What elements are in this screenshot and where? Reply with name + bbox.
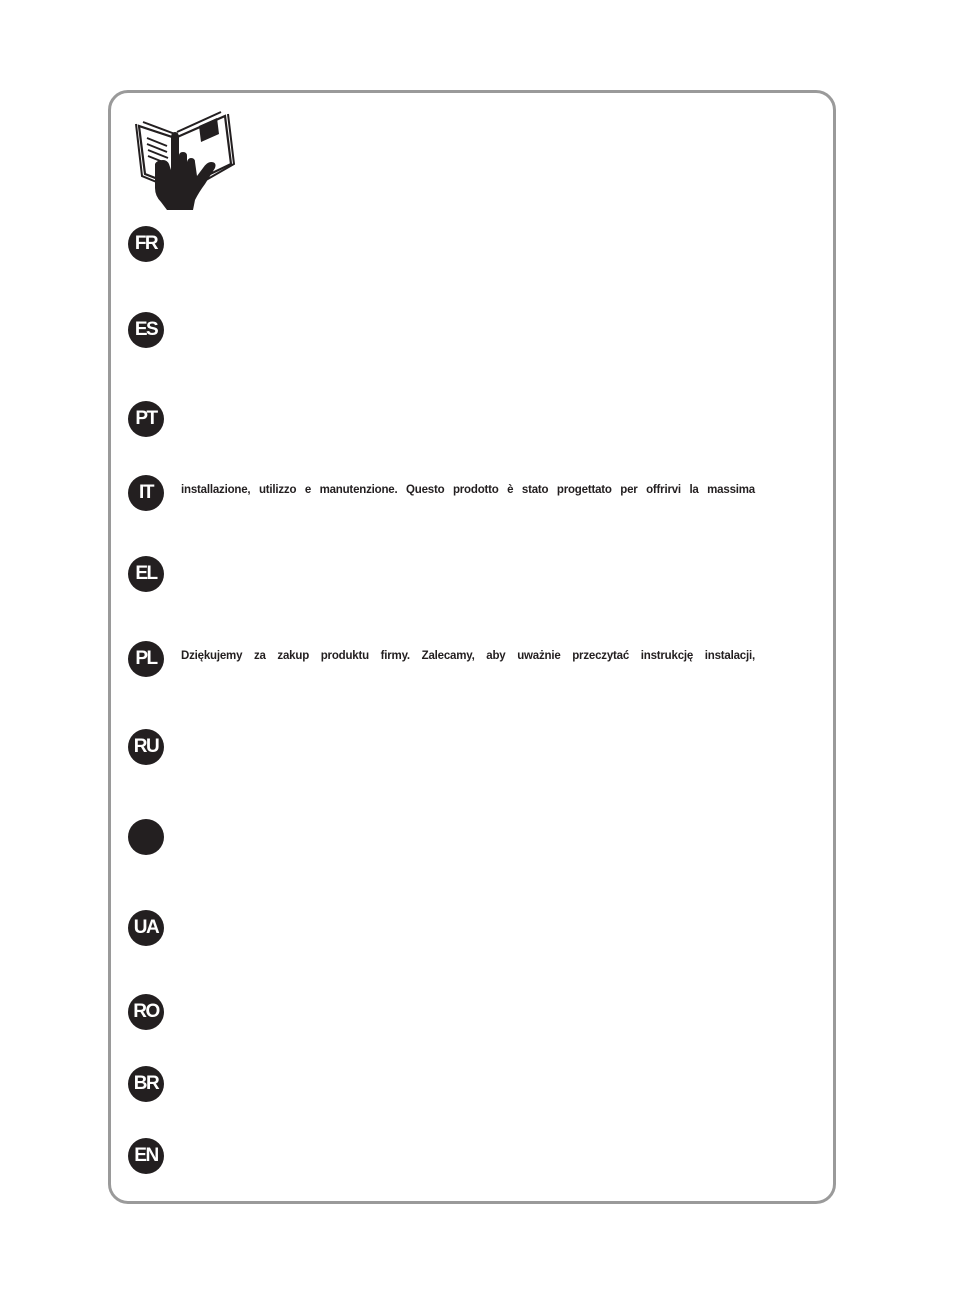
language-badge: EL <box>128 556 164 592</box>
language-row-unlabeled <box>128 819 808 857</box>
language-badge: RU <box>128 729 164 765</box>
language-row-pl <box>128 641 808 679</box>
language-badge <box>128 819 164 855</box>
language-row-ua <box>128 910 808 948</box>
language-row-br <box>128 1066 808 1104</box>
manual-reading-icon <box>133 104 237 214</box>
language-text: installazione, utilizzo e manutenzione. Questo prodotto è stato progettato per offrirvi la massima <box>181 484 755 496</box>
language-badge: BR <box>128 1066 164 1102</box>
language-row-ro <box>128 994 808 1032</box>
language-row-ru <box>128 729 808 767</box>
language-row-es <box>128 312 808 350</box>
language-row-en <box>128 1138 808 1176</box>
language-badge: ES <box>128 312 164 348</box>
language-row-fr <box>128 226 808 264</box>
language-badge: PT <box>128 401 164 437</box>
language-row-pt <box>128 401 808 439</box>
language-badge: UA <box>128 910 164 946</box>
language-row-it <box>128 475 808 513</box>
language-badge: EN <box>128 1138 164 1174</box>
language-badge: PL <box>128 641 164 677</box>
language-badge: RO <box>128 994 164 1030</box>
language-badge: FR <box>128 226 164 262</box>
language-text: Dziękujemy za zakup produktu firmy. Zalecamy, aby uważnie przeczytać instrukcję instalacji, <box>181 650 755 662</box>
language-badge: IT <box>128 475 164 511</box>
language-row-el <box>128 556 808 594</box>
